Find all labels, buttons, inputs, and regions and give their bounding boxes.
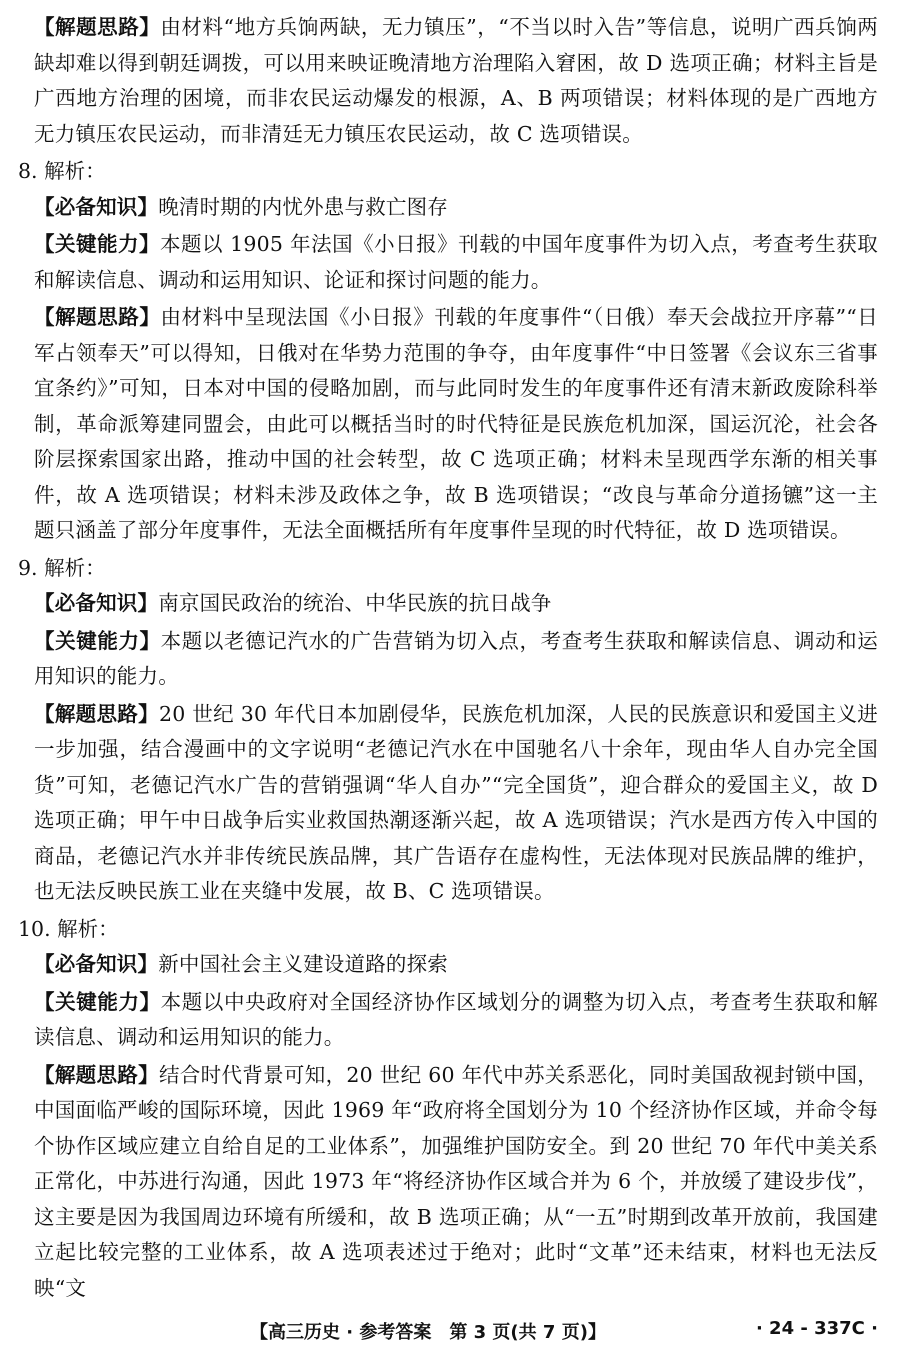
approach-tag: 【解题思路】 xyxy=(34,15,161,39)
page-footer xyxy=(0,1318,900,1348)
approach-text: 由材料“地方兵饷两缺，无力镇压”，“不当以时入告”等信息，说明广西兵饷两缺却难以得到朝廷调拨，可以用来映证晚清地方治理陷入窘困，故 D 选项正确；材料主旨是广西地方治理的困境，而非农民运动爆发的根源，A、B 两项错误；材料体现的是广西地方无力镇压农民运动，而非清廷无力镇压农民运动，故 C 选项错误。 xyxy=(34,15,879,146)
ability-text: 本题以老德记汽水的广告营销为切入点，考查考生获取和解读信息、调动和运用知识的能力。 xyxy=(34,628,878,688)
q10-number: 10. 解析： xyxy=(18,916,119,941)
footer-code: · 24 - 337C · xyxy=(755,1318,878,1339)
approach-tag: 【解题思路】 xyxy=(34,305,161,329)
ability-text: 本题以中央政府对全国经济协作区域划分的调整为切入点，考查考生获取和解读信息、调动和运用知识的能力。 xyxy=(34,989,878,1049)
ability-text: 本题以 1905 年法国《小日报》刊载的中国年度事件为切入点，考查考生获取和解读信息、调动和运用知识、论证和探讨问题的能力。 xyxy=(34,232,878,292)
q8-number: 8. 解析： xyxy=(18,159,106,183)
approach-text: 结合时代背景可知，20 世纪 60 年代中苏关系恶化，同时美国敌视封锁中国，中国面临严峻的国际环境，因此 1969 年“政府将全国划分为 10 个经济协作区域，并命令每个协作区域应建立自给自足的工业体系”，加强维护国防安全。到 20 世纪 70 年代中美关系正常化，中苏进行沟通，因此 1973 年“将经济协作区域合并为 6 个，并放缓了建设步伐”，这主要是因为我国周边环境有所缓和，故 B 选项正确；从“一五”时期到改革开放前，我国建立起比较完整的工业体系，故 A 选项表述过于绝对；此时“文革”还未结束，材料也无法反映“文 xyxy=(34,1062,878,1300)
knowledge-text: 南京国民政治的统治、中华民族的抗日战争 xyxy=(158,591,552,615)
q10-approach-paragraph xyxy=(18,1058,878,1307)
knowledge-tag: 【必备知识】 xyxy=(34,952,159,976)
approach-text: 由材料中呈现法国《小日报》刊载的年度事件“（日俄）奉天会战拉开序幕”“日军占领奉天”可以得知，日俄对在华势力范围的争夺，由年度事件“中日签署《会议东三省事宜条约》”可知，日本对中国的侵略加剧，而与此同时发生的年度事件还有清末新政废除科举制，革命派筹建同盟会，由此可以概括当时的时代特征是民族危机加深，国运沉沦，社会各阶层探索国家出路，推动中国的社会转型，故 C 选项正确；材料未呈现西学东渐的相关事件，故 A 选项错误；材料未涉及政体之争，故 B 选项错误；“改良与革命分道扬镳”这一主题只涵盖了部分年度事件，无法全面概括所有年度事件呈现的时代特征，故 D 选项错误。 xyxy=(34,305,878,542)
q8-approach-paragraph xyxy=(18,300,878,549)
knowledge-text: 晚清时期的内忧外患与救亡图存 xyxy=(158,194,449,219)
q9-number: 9. 解析： xyxy=(18,555,106,580)
knowledge-tag: 【必备知识】 xyxy=(34,194,159,219)
q9-approach-paragraph xyxy=(18,697,878,910)
approach-tag: 【解题思路】 xyxy=(34,701,159,726)
q8-knowledge-paragraph xyxy=(18,190,878,226)
ability-tag: 【关键能力】 xyxy=(34,989,161,1014)
q10-ability-paragraph xyxy=(18,985,878,1056)
q7-approach-paragraph xyxy=(18,10,878,152)
ability-tag: 【关键能力】 xyxy=(34,232,161,256)
knowledge-tag: 【必备知识】 xyxy=(34,591,159,615)
footer-title: 【高三历史 · 参考答案 第 3 页(共 7 页)】 xyxy=(250,1322,606,1343)
knowledge-text: 新中国社会主义建设道路的探索 xyxy=(158,952,449,976)
approach-text: 20 世纪 30 年代日本加剧侵华，民族危机加深，人民的民族意识和爱国主义进一步加强，结合漫画中的文字说明“老德记汽水在中国驰名八十余年，现由华人自办完全国货”可知，老德记汽水广告的营销强调“华人自办”“完全国货”，迎合群众的爱国主义，故 D 选项正确；甲午中日战争后实业救国热潮逐渐兴起，故 A 选项错误；汽水是西方传入中国的商品，老德记汽水并非传统民族品牌，其广告语存在虚构性，无法体现对民族品牌的维护，也无法反映民族工业在夹缝中发展，故 B、C 选项错误。 xyxy=(34,701,878,903)
q8-ability-paragraph xyxy=(18,227,878,298)
approach-tag: 【解题思路】 xyxy=(34,1062,159,1087)
q10-knowledge-paragraph xyxy=(18,947,878,983)
ability-tag: 【关键能力】 xyxy=(34,628,161,653)
q9-ability-paragraph xyxy=(18,624,878,695)
q9-knowledge-paragraph xyxy=(18,586,878,622)
